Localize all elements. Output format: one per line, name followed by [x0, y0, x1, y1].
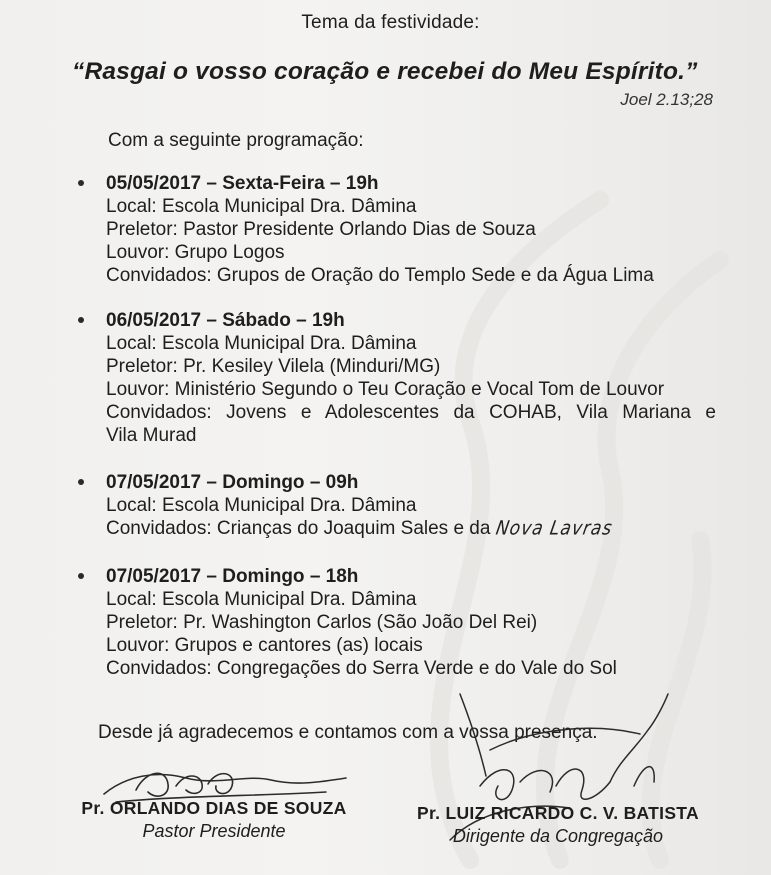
- event-item: [78, 172, 728, 287]
- event-date: 07/05/2017 – Domingo – 18h: [106, 566, 359, 587]
- signatory-role: Dirigente da Congregação: [452, 826, 664, 846]
- event-preacher: Preletor: Pr. Kesiley Vilela (Minduri/MG): [106, 356, 441, 377]
- event-item: [78, 565, 728, 680]
- signature-block-president: [64, 798, 364, 842]
- event-item: [78, 309, 728, 447]
- festivity-theme-quote: “Rasgai o vosso coração e recebei do Meu Espírito.”: [72, 58, 698, 85]
- signature-block-director: [398, 803, 718, 847]
- bullet-icon: [78, 479, 84, 485]
- bullet-icon: [78, 573, 84, 579]
- event-guests-text: Convidados: Crianças do Joaquim Sales e da: [106, 518, 491, 539]
- handwritten-note: Nova Lavras: [493, 517, 615, 541]
- event-preacher: Preletor: Pr. Washington Carlos (São João Del Rei): [106, 612, 538, 633]
- event-preacher: Preletor: Pastor Presidente Orlando Dias de Souza: [106, 219, 536, 240]
- event-date: 06/05/2017 – Sábado – 19h: [106, 310, 345, 331]
- event-worship: Louvor: Ministério Segundo o Teu Coração e Vocal Tom de Louvor: [106, 379, 665, 400]
- event-location: Local: Escola Municipal Dra. Dâmina: [106, 333, 417, 354]
- event-location: Local: Escola Municipal Dra. Dâmina: [106, 589, 417, 610]
- bullet-icon: [78, 180, 84, 186]
- bible-reference: Joel 2.13;28: [620, 90, 713, 109]
- closing-message: Desde já agradecemos e contamos com a vossa presença.: [98, 722, 598, 743]
- event-guests: Convidados: Jovens e Adolescentes da COHAB, Vila Mariana e: [106, 402, 716, 423]
- signatory-name: Pr. ORLANDO DIAS DE SOUZA: [81, 798, 347, 818]
- event-guests: [106, 517, 728, 541]
- event-guests-continued: Vila Murad: [106, 425, 197, 446]
- event-worship: Louvor: Grupos e cantores (as) locais: [106, 635, 423, 656]
- event-guests: Convidados: Grupos de Oração do Templo Sede e da Água Lima: [106, 265, 654, 286]
- event-date: 05/05/2017 – Sexta-Feira – 19h: [106, 173, 379, 194]
- event-list: [78, 172, 728, 700]
- event-item: [78, 471, 728, 541]
- event-location: Local: Escola Municipal Dra. Dâmina: [106, 495, 417, 516]
- bullet-icon: [78, 317, 84, 323]
- event-guests: Convidados: Congregações do Serra Verde e do Vale do Sol: [106, 658, 617, 679]
- event-worship: Louvor: Grupo Logos: [106, 242, 285, 263]
- signatory-name: Pr. LUIZ RICARDO C. V. BATISTA: [417, 803, 699, 823]
- program-intro: Com a seguinte programação:: [108, 130, 364, 151]
- signatory-role: Pastor Presidente: [142, 821, 286, 841]
- festivity-theme-heading: Tema da festividade:: [301, 12, 480, 33]
- event-location: Local: Escola Municipal Dra. Dâmina: [106, 196, 417, 217]
- event-date: 07/05/2017 – Domingo – 09h: [106, 472, 359, 493]
